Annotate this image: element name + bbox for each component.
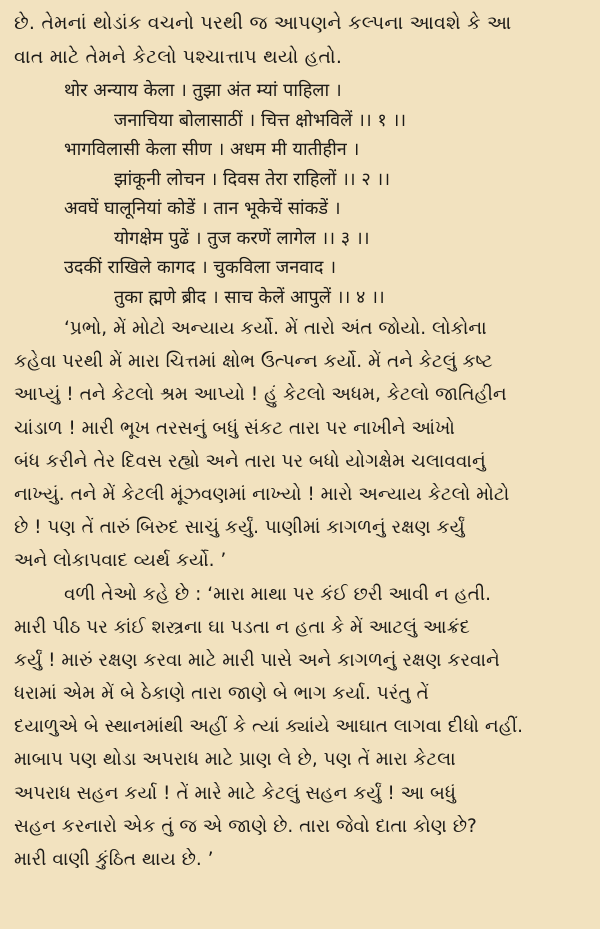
marathi-abhang-verse xyxy=(14,76,586,312)
paragraph-line: કર્યું ! મારું રક્ષણ કરવા માટે મારી પાસે અને કાગળનું રક્ષણ કરવાને xyxy=(14,649,500,671)
paragraph-line: ધરામાં એમ મેં બે ઠેકાણે તારા જાણે બે ભાગ કર્યા. પરંતુ તેં xyxy=(14,683,429,705)
translation-paragraph xyxy=(14,312,586,578)
paragraph-line: ‘પ્રભો, મેં મોટો અન્યાય કર્યો. મેં તારો અંત જોયો. લોકોના xyxy=(64,318,487,339)
verse-line: तुका ह्मणे ब्रीद । साच केलें आपुलें ।। ४ ।। xyxy=(114,286,385,308)
intro-paragraph xyxy=(14,6,586,74)
verse-line: भागविलासी केला सीण । अधम मी यातीहीन । xyxy=(64,139,360,160)
verse-line: थोर अन्याय केला । तुझा अंत म्यां पाहिला । xyxy=(64,80,342,101)
verse-line: जनाचिया बोलासाठीं । चित्त क्षोभविलें ।। १ ।। xyxy=(114,109,407,131)
paragraph-line: અને લોકાપવાદ વ્યર્થ કર્યો. ’ xyxy=(14,550,227,572)
paragraph-line: નાખ્યું. તને મેં કેટલી મૂંઝવણમાં નાખ્યો ! મારો અન્યાય કેટલો મોટો xyxy=(14,483,510,505)
paragraph-line: મારી પીઠ પર કાંઈ શસ્ત્રના ઘા પડતા ન હતા કે મેં આટલું આક્રંદ xyxy=(14,616,470,638)
paragraph-line: માબાપ પણ થોડા અપરાધ માટે પ્રાણ લે છે, પણ તેં મારા કેટલા xyxy=(14,749,456,771)
paragraph-line: સહન કરનારો એક તું જ એ જાણે છે. તારા જેવો દાતા કોણ છે? xyxy=(14,815,477,837)
paragraph-line: આપ્યું ! તને કેટલો શ્રમ આપ્યો ! હું કેટલો અધમ, કેટલો જાતિહીન xyxy=(14,384,507,406)
verse-line: उदकीं राखिले कागद । चुकविला जनवाद । xyxy=(64,257,337,278)
quote-paragraph xyxy=(14,578,586,877)
paragraph-line: વળી તેઓ કહે છે : ‘મારા માથા પર કંઈ છરી આવી ન હતી. xyxy=(64,583,492,605)
paragraph-line: દયાળુએ બે સ્થાનમાંથી અહીં કે ત્યાં ક્યાંયે આઘાત લાગવા દીધો નહીં. xyxy=(14,716,524,738)
paragraph-line: અપરાધ સહન કર્યા ! તેં મારે માટે કેટલું સહન કર્યું ! આ બધું xyxy=(14,782,457,804)
paragraph-line: મારી વાણી કુંઠિત થાય છે. ’ xyxy=(14,849,214,870)
paragraph-line: કહેવા પરથી મેં મારા ચિત્તમાં ક્ષોભ ઉત્પન્ન કર્યો. મેં તને કેટલું કષ્ટ xyxy=(14,351,493,373)
verse-line: अवघें घालूनियां कोडें । तान भूकेचें सांकडें । xyxy=(64,198,341,219)
paragraph-line: છે ! પણ તેં તારું બિરુદ સાચું કર્યું. પાણીમાં કાગળનું રક્ષણ કર્યું xyxy=(14,517,465,539)
paragraph-line: ચાંડાળ ! મારી ભૂખ તરસનું બધું સંકટ તારા પર નાખીને આંખો xyxy=(14,417,455,439)
paragraph-line: બંધ કરીને તેર દિવસ રહ્યો અને તારા પર બધો યોગક્ષેમ ચલાવવાનું xyxy=(14,450,486,472)
intro-line: વાત માટે તેમને કેટલો પશ્ચાત્તાપ થયો હતો. xyxy=(14,46,343,68)
intro-line: છે. તેમનાં થોડાંક વચનો પરથી જ આપણને કલ્પના આવશે કે આ xyxy=(14,12,512,34)
verse-line: योगक्षेम पुढें । तुज करणें लागेल ।। ३ ।। xyxy=(114,227,370,249)
verse-line: झांकूनी लोचन । दिवस तेरा राहिलों ।। २ ।। xyxy=(114,168,391,190)
